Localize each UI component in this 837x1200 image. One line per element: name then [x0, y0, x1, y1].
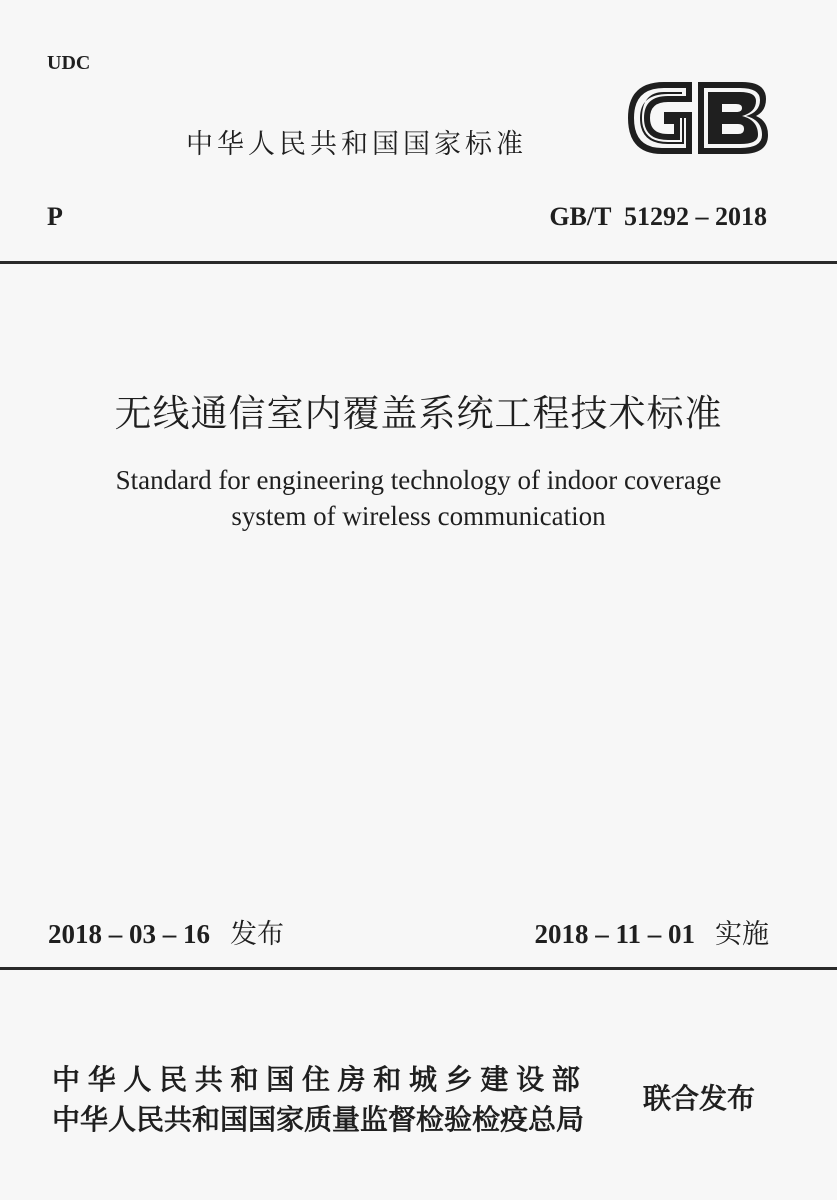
national-standard-heading: 中华人民共和国国家标准 — [186, 129, 527, 160]
issuer-quality-administration: 中华人民共和国国家质量监督检验检疫总局 — [52, 1103, 585, 1136]
bottom-divider — [0, 967, 837, 970]
joint-issue-label: 联合发布 — [643, 1082, 756, 1115]
english-title-line-2: system of wireless communication — [231, 501, 606, 531]
implement-label: 实施 — [715, 919, 769, 950]
implement-date: 2018 – 11 – 01 — [534, 919, 695, 949]
udc-label: UDC — [47, 52, 91, 74]
category-code: P — [47, 202, 63, 231]
gb-logo-icon — [624, 80, 770, 156]
issuer-ministry-housing: 中华人民共和国住房和城乡建设部 — [52, 1063, 588, 1096]
chinese-title: 无线通信室内覆盖系统工程技术标准 — [114, 392, 723, 435]
issue-date-block — [48, 912, 284, 951]
issue-date: 2018 – 03 – 16 — [48, 919, 210, 949]
implement-date-block — [534, 912, 769, 951]
issue-label: 发布 — [230, 919, 284, 950]
english-title-line-1: Standard for engineering technology of indoor coverage — [115, 465, 722, 495]
english-title — [0, 462, 837, 534]
standard-number: GB/T 51292 – 2018 — [549, 202, 767, 231]
top-divider — [0, 261, 837, 264]
